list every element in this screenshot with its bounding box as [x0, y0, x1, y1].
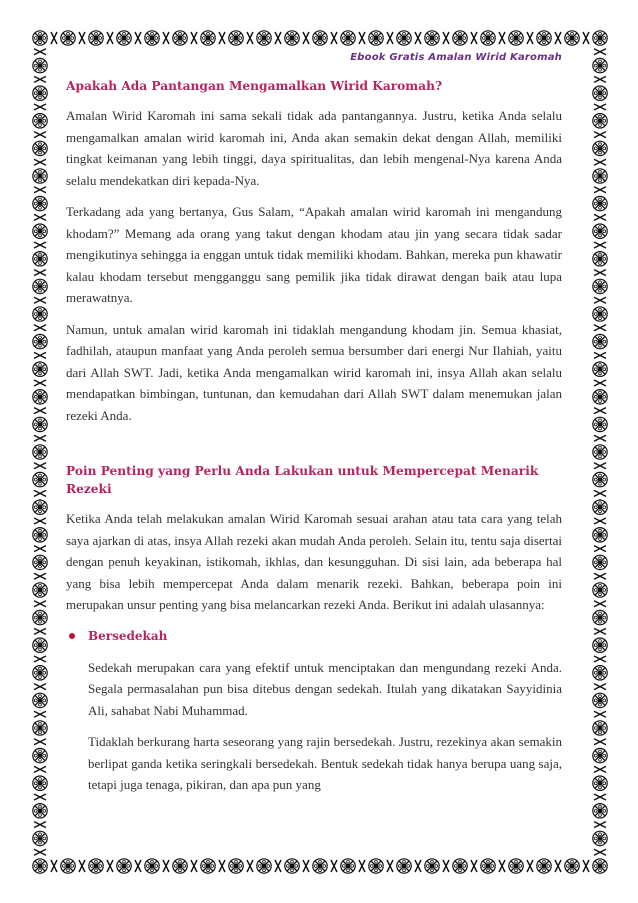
section-heading-pantangan: Apakah Ada Pantangan Mengamalkan Wirid Karomah? [66, 79, 443, 93]
bullet-dot-icon [69, 633, 75, 639]
ebook-page [66, 40, 562, 796]
paragraph: Amalan Wirid Karomah ini sama sekali tidak ada pantangannya. Justru, ketika Anda selalu mengamalkan amalan wirid karomah ini, Anda akan semakin dekat dengan Allah, memiliki tingkat keimanan yang lebih tinggi, daya spiritualitas, dan lebih mengenal-Nya karena Anda selalu mendekatkan diri kepada-Nya. [66, 108, 562, 188]
paragraph: Terkadang ada yang bertanya, Gus Salam, “Apakah amalan wirid karomah ini mengandung khodam?” Memang ada orang yang takut dengan khodam atau jin yang secara tidak sadar mengikutinya sehingga ia enggan untuk tidak memiliki khodam. Bahkan, mereka pun khawatir kalau khodam tersebut mengganggu sang pemilik jika tidak dirawat dengan baik atau lupa merawatnya. [66, 204, 562, 305]
bullet-paragraph: Tidaklah berkurang harta seseorang yang rajin bersedekah. Justru, rezekinya akan semakin berlipat ganda ketika seringkali bersedekah. Bentuk sedekah tidak hanya berupa uang saja, tetapi juga tenaga, pikiran, dan apa pun yang [88, 734, 562, 792]
bullet-item-bersedekah [66, 626, 562, 647]
section-heading-poin-penting: Poin Penting yang Perlu Anda Lakukan untuk Mempercepat Menarik Rezeki [66, 464, 539, 496]
running-header: Ebook Gratis Amalan Wirid Karomah [350, 52, 562, 63]
paragraph: Ketika Anda telah melakukan amalan Wirid Karomah sesuai arahan atau tata cara yang telah saya ajarkan di atas, insya Allah rezeki akan mudah Anda peroleh. Selain itu, tentu saja disertai dengan penuh keyakinan, istikomah, ikhlas, dan kesungguhan. Di sisi lain, ada beberapa hal yang bisa lebih mempercepat Anda dalam menarik rezeki. Bahkan, beberapa poin ini merupakan unsur penting yang bisa melancarkan rezeki Anda. Berikut ini adalah ulasannya: [66, 511, 562, 612]
bullet-paragraph: Sedekah merupakan cara yang efektif untuk menciptakan dan mengundang rezeki Anda. Segala permasalahan pun bisa ditebus dengan sedekah. Itulah yang dikatakan Sayyidinia Ali, sahabat Nabi Muhammad. [88, 659, 562, 718]
paragraph: Namun, untuk amalan wirid karomah ini tidaklah mengandung khodam jin. Semua khasiat, fadhilah, ataupun manfaat yang Anda peroleh semua bersumber dari energi Nur Ilahiah, yaitu dari Allah SWT. Jadi, ketika Anda mengamalkan wirid karomah ini, insya Allah akan selalu mendapatkan bimbingan, tuntunan, dan kemudahan dari Allah SWT dalam menemukan jalan rezeki Anda. [66, 321, 562, 423]
bullet-title-text: Bersedekah [88, 628, 168, 643]
